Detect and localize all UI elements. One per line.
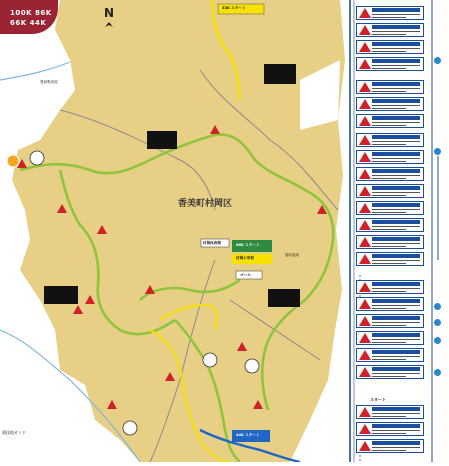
route-row [356,133,424,147]
junction-icon [245,359,259,373]
hazard-icon [359,116,371,126]
route-row [356,348,424,362]
hazard-icon [359,169,371,179]
hazard-icon [359,367,371,377]
route-row [356,235,424,249]
aid-station-icon [433,368,442,377]
start-marker-icon [7,155,19,167]
route-row [356,184,424,198]
hazard-icon [359,424,371,434]
route-row [356,201,424,215]
place-label-onsen: 湯村温泉 [285,253,300,257]
hazard-icon [359,99,371,109]
route-row [356,297,424,311]
route-row [356,331,424,345]
checkpoint-box [264,64,296,84]
goal-label: ゴール [240,273,251,277]
start-label-bottom: 44K スタート [236,433,260,437]
route-row [356,57,424,71]
junction-icon [203,353,217,367]
hazard-icon [359,203,371,213]
place-label-gym: 村岡体育館 [203,241,221,245]
start-label-top: 33K スタート [222,6,246,10]
route-row [356,97,424,111]
checkpoint-box [268,289,300,307]
route-row [356,167,424,181]
junction-icon [30,151,44,165]
hazard-icon [359,59,371,69]
route-row [356,439,424,453]
place-label-school: 村岡小学校 [236,256,254,260]
route-row [356,80,424,94]
checkpoint-box [44,286,78,304]
route-row [356,150,424,164]
hazard-icon [359,186,371,196]
aid-station-icon [433,147,442,156]
hazard-icon [359,254,371,264]
start-label-right: スタート [370,397,386,402]
hazard-icon [359,220,371,230]
route-row [356,365,424,379]
aid-station-icon [433,56,442,65]
route-row [356,405,424,419]
hazard-icon [359,42,371,52]
route-row [356,252,424,266]
hazard-icon [359,316,371,326]
route-row [356,218,424,232]
place-label-plateau: 兎和野高原 [40,80,58,84]
hazard-icon [359,299,371,309]
hazard-icon [359,441,371,451]
hazard-icon [359,333,371,343]
start-label-center: 66K スタート [236,243,260,247]
hazard-icon [359,135,371,145]
aid-station-icon [433,318,442,327]
aid-station-icon [433,336,442,345]
hazard-icon [359,82,371,92]
north-label: N [104,6,115,20]
badge-line2: 66K 44K [10,19,47,27]
hazard-icon [359,8,371,18]
route-row [356,280,424,294]
badge-line1: 100K 86K [10,9,52,17]
aid-station-icon [433,302,442,311]
hazard-icon [359,407,371,417]
hazard-icon [359,237,371,247]
route-row [356,114,424,128]
route-row [356,422,424,436]
hazard-icon [359,350,371,360]
route-row [356,314,424,328]
region-title: 香美町村岡区 [178,199,233,209]
route-row [356,6,424,20]
legend [2,430,26,436]
junction-icon [123,421,137,435]
route-row [356,40,424,54]
hazard-icon [359,25,371,35]
hazard-icon [359,152,371,162]
route-row [356,23,424,37]
checkpoint-box [147,131,177,149]
legend-title: 競技地ガイド [2,430,26,435]
hazard-icon [359,282,371,292]
